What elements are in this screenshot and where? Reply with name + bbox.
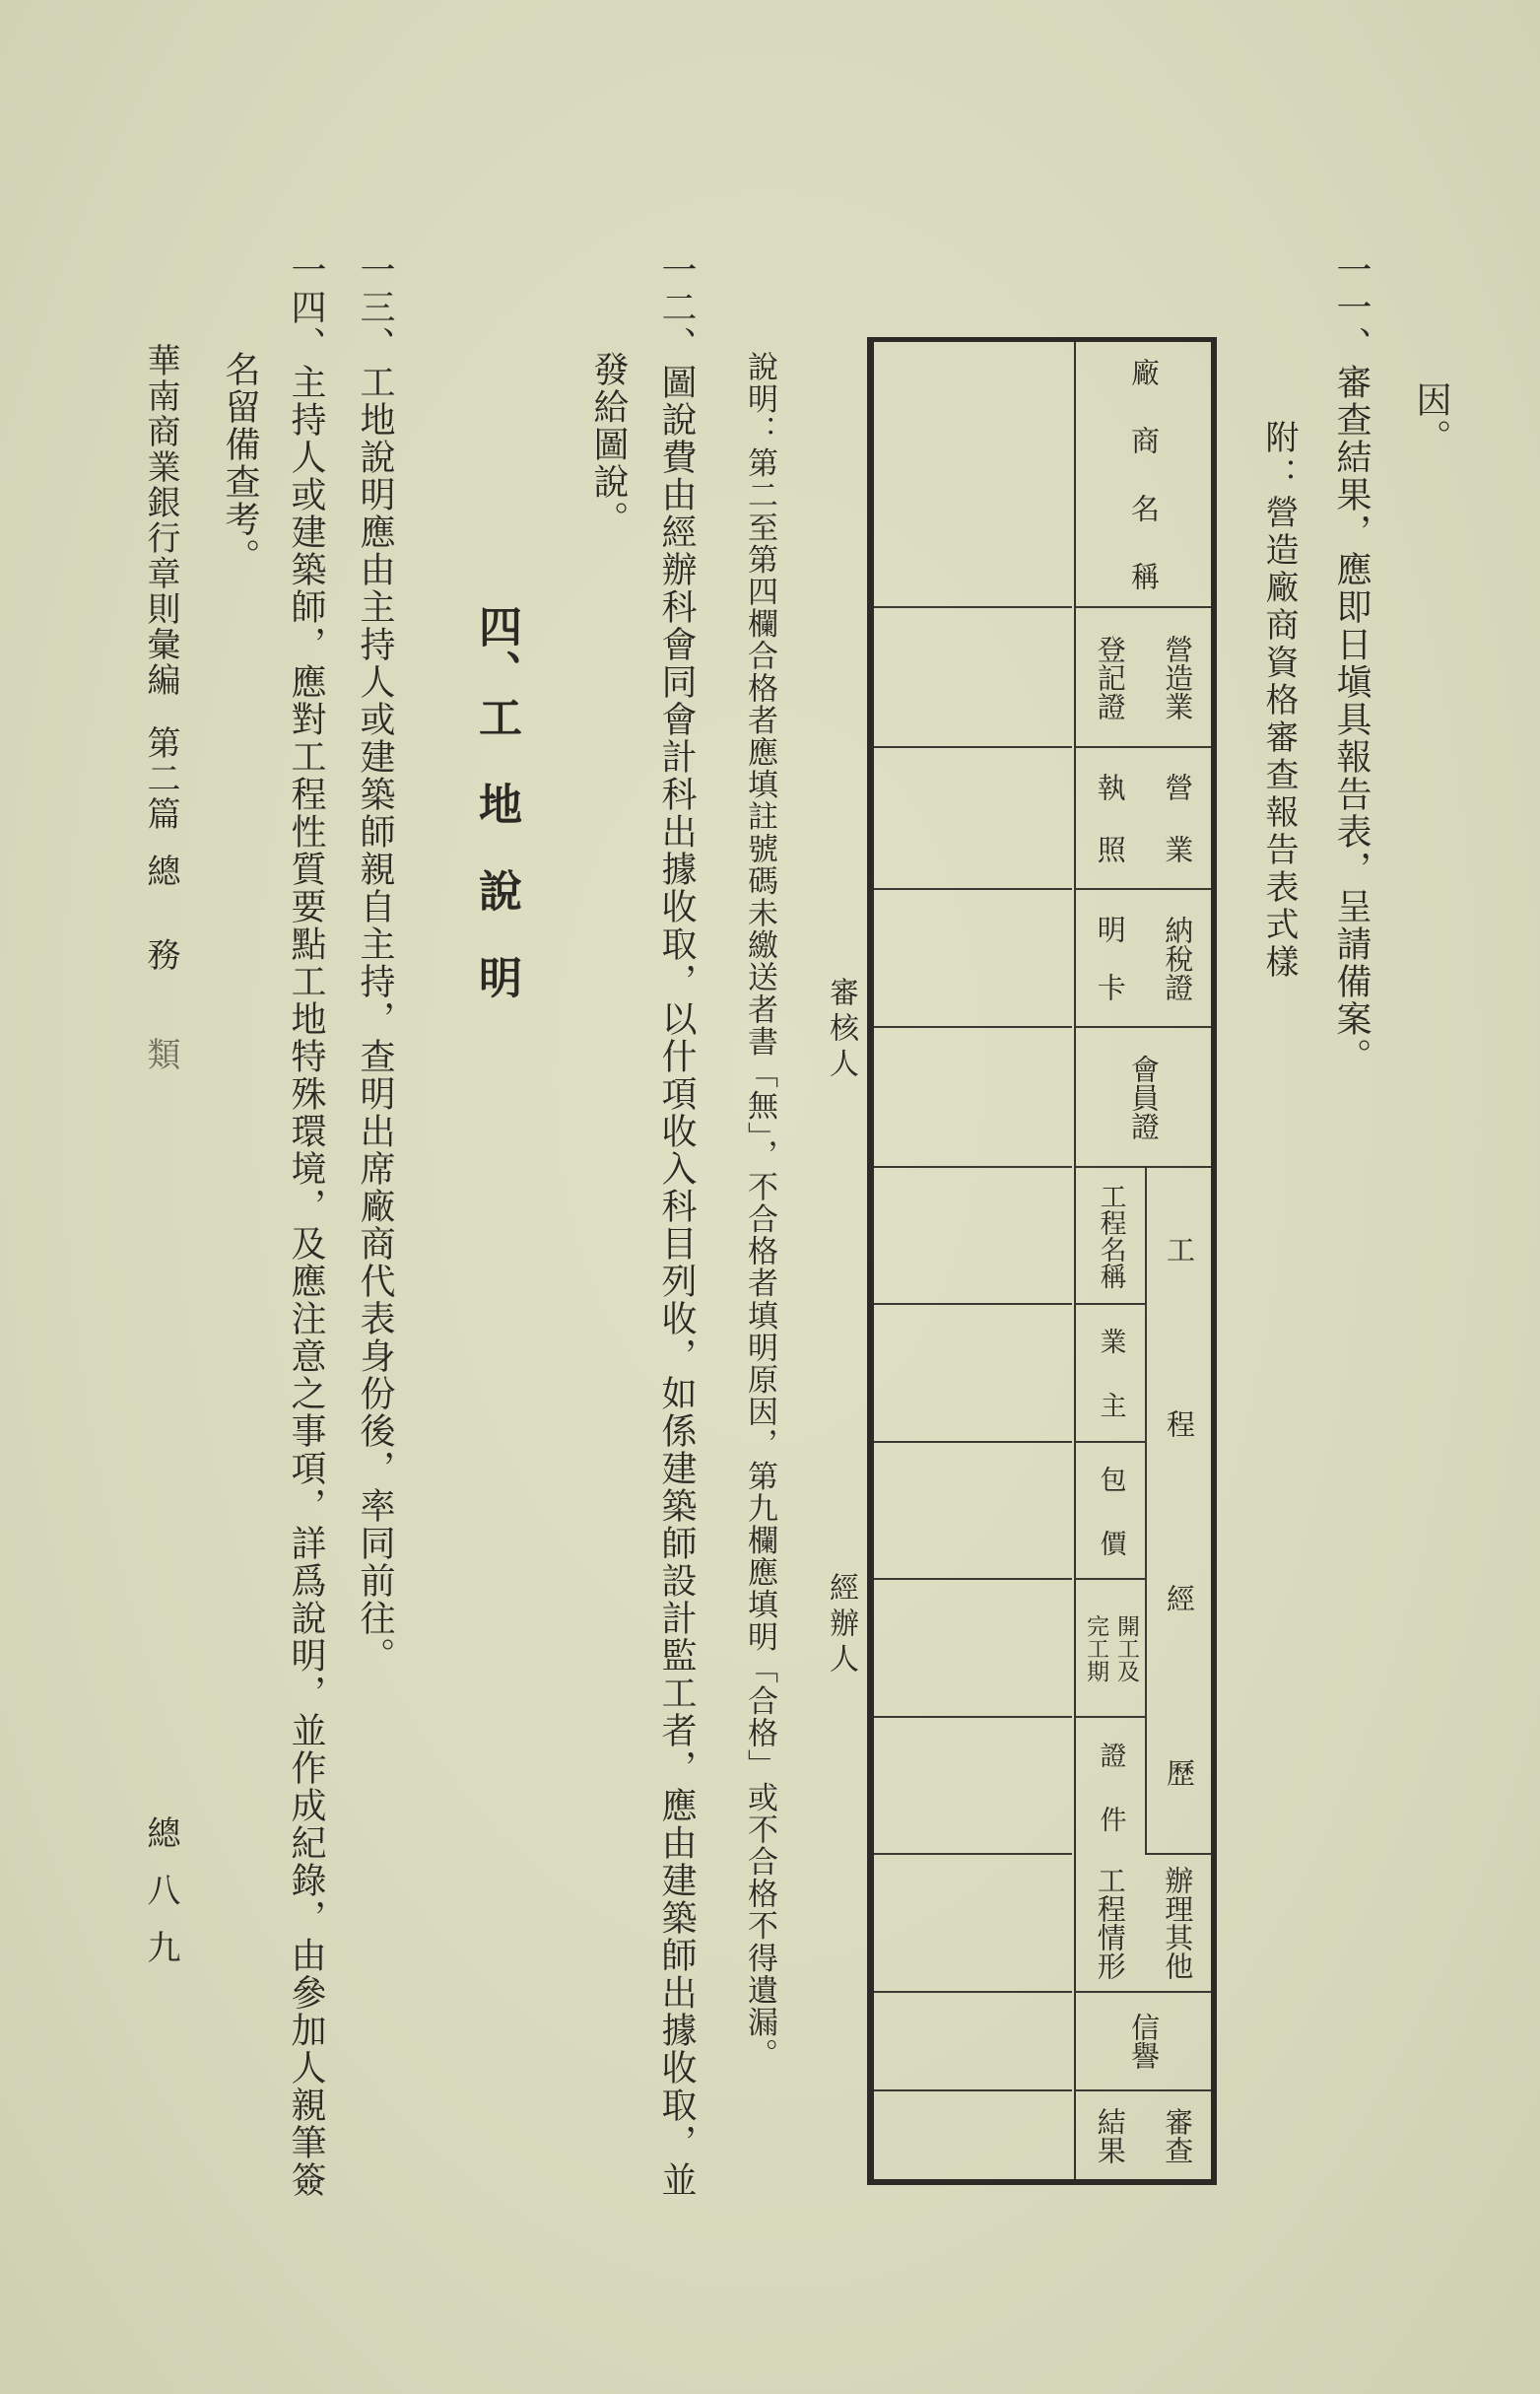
header-contractor-registration	[1076, 608, 1211, 748]
header-label: 執照	[1093, 773, 1127, 863]
clause-11	[1331, 251, 1372, 1075]
header-label: 完工期	[1083, 1613, 1108, 1682]
clause-number: 一一、	[1331, 251, 1372, 364]
header-membership-certificate	[1076, 1028, 1211, 1168]
attachment-title: 附：營造廠商資格審查報告表式樣	[1259, 420, 1299, 982]
form-fill-cell	[874, 1305, 1072, 1443]
clause-12-continuation: 發給圖說。	[588, 351, 629, 538]
handler-signature-label: 經辦人	[824, 1572, 858, 1678]
footer-book-title: 華南商業銀行章則彙編	[141, 343, 180, 698]
header-project-experience	[1145, 1168, 1211, 1855]
form-fill-cell	[874, 2091, 1072, 2179]
reviewer-signature-label: 審核人	[824, 977, 858, 1083]
header-project-name	[1076, 1168, 1145, 1305]
header-project-owner	[1076, 1305, 1145, 1443]
header-label: 業主	[1095, 1328, 1126, 1418]
clause-text: 審查結果，應即日塡具報告表，呈請備案。	[1331, 364, 1372, 1075]
continuation-text: 因。	[1411, 381, 1451, 456]
form-fill-cell	[874, 608, 1072, 748]
contractor-qualification-form	[867, 337, 1217, 2185]
form-fill-cell	[874, 1580, 1072, 1718]
clause-number: 一四、	[286, 251, 326, 364]
clause-number: 一二、	[656, 251, 697, 364]
form-note: 說明：第二至第四欄合格者應填註號碼未繳送者書「無」，不合格者填明原因，第九欄應填明「合格」或不合格不得遺漏。	[742, 351, 777, 2071]
clause-14-continuation: 名留備查考。	[220, 351, 260, 576]
header-label: 工程情形	[1093, 1866, 1127, 1980]
section-number: 四、	[471, 604, 521, 695]
form-fill-cell	[874, 342, 1072, 608]
header-label: 結果	[1093, 2106, 1127, 2164]
header-tax-certificate	[1076, 890, 1211, 1028]
form-fill-cell	[874, 748, 1072, 890]
footer-category: 類	[141, 1037, 180, 1072]
form-fill-cell	[874, 1168, 1072, 1305]
header-vendor-name	[1076, 342, 1211, 608]
clause-12	[656, 251, 697, 2199]
header-label: 明卡	[1093, 915, 1127, 1001]
header-business-license	[1076, 748, 1211, 890]
header-label: 證件	[1095, 1741, 1126, 1832]
header-label: 工程名稱	[1095, 1182, 1126, 1289]
clause-13	[355, 251, 395, 1675]
form-fill-cell	[874, 1718, 1072, 1855]
form-fill-cell	[874, 890, 1072, 1028]
header-documents	[1076, 1718, 1145, 1855]
header-label: 登記證	[1093, 634, 1127, 720]
header-label: 審查	[1161, 2106, 1195, 2164]
footer-chapter: 總務	[141, 854, 180, 1021]
clause-text: 主持人或建築師，應對工程性質要點工地特殊環境，及應注意之事項，詳爲說明，並作成紀錄，由參加人親筆簽	[286, 364, 326, 2199]
header-label: 營造業	[1161, 634, 1195, 720]
clause-text: 工地說明應由主持人或建築師親自主持，查明出席廠商代表身份後，率同前往。	[355, 364, 395, 1675]
header-label: 信譽	[1127, 2013, 1161, 2070]
header-label: 辦理其他	[1161, 1866, 1195, 1980]
form-fill-cell	[874, 1855, 1072, 1993]
form-fill-cell	[874, 1443, 1072, 1580]
form-fill-cell	[874, 1993, 1072, 2091]
header-label: 開工及	[1113, 1613, 1139, 1682]
header-label: 會員證	[1127, 1054, 1161, 1140]
form-fill-cell	[874, 1028, 1072, 1168]
footer-part: 第二篇	[141, 725, 180, 832]
header-label: 納稅證	[1161, 915, 1195, 1001]
header-reputation	[1076, 1993, 1211, 2091]
clause-number: 一三、	[355, 251, 395, 364]
page-number: 總八九	[141, 1815, 180, 1987]
header-contract-price	[1076, 1443, 1145, 1580]
header-review-result	[1076, 2091, 1211, 2179]
clause-text: 圖說費由經辦科會同會計科出據收取，以什項收入科目列收，如係建築師設計監工者，應由建築師出據收取，並	[656, 364, 697, 2199]
header-label: 工程經歷	[1163, 1234, 1196, 1787]
clause-14	[286, 251, 326, 2199]
section-heading	[471, 604, 521, 1042]
section-title: 工地說明	[471, 695, 521, 1042]
header-label: 廠商名稱	[1127, 358, 1161, 590]
header-other-projects	[1076, 1855, 1211, 1993]
header-label: 營業	[1161, 773, 1195, 863]
header-start-completion-dates	[1076, 1580, 1145, 1718]
header-label: 包價	[1095, 1465, 1126, 1556]
